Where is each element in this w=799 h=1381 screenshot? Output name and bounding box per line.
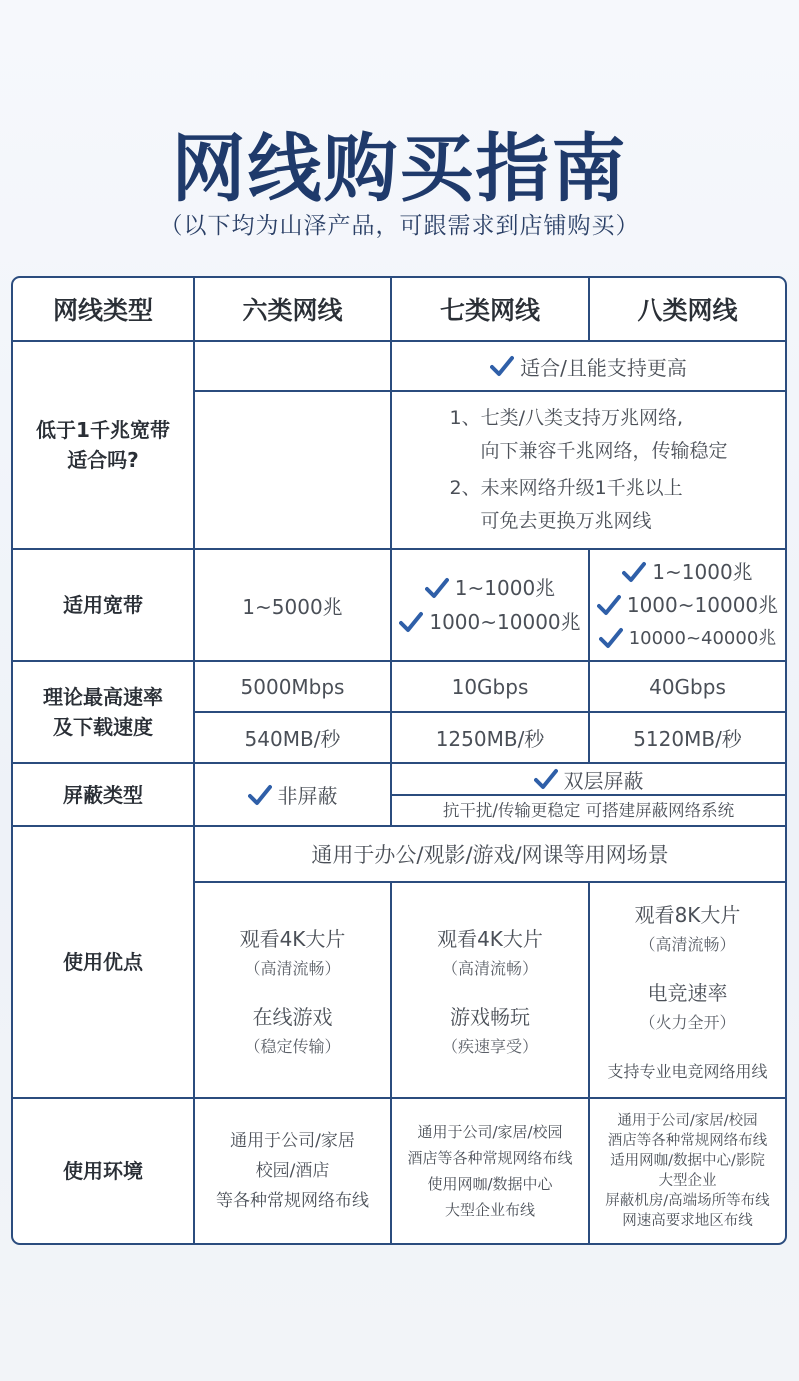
env-cat6-line: 等各种常规网络布线 bbox=[216, 1191, 369, 1211]
check-icon bbox=[597, 594, 621, 616]
env-cat7-line: 大型企业布线 bbox=[444, 1201, 535, 1219]
gigabit-notes-cell bbox=[392, 392, 785, 548]
advantage-cat8-c: 支持专业电竞网络用线 bbox=[607, 1062, 768, 1081]
row-label-gigabit-line2: 适合吗? bbox=[67, 448, 139, 472]
download-cat7 bbox=[392, 713, 588, 762]
gigabit-note1-line1: 1、七类/八类支持万兆网络, bbox=[449, 407, 684, 429]
gigabit-note2-line2: 可免去更换万兆网线 bbox=[480, 510, 652, 532]
rate-cat8-text: 40Gbps bbox=[649, 674, 726, 699]
rate-cat8 bbox=[590, 662, 785, 711]
header-cat8 bbox=[590, 278, 785, 340]
env-cat7-line: 酒店等各种常规网络布线 bbox=[407, 1149, 573, 1167]
page-subtitle: （以下均为山泽产品，可跟需求到店铺购买） bbox=[159, 213, 640, 239]
download-cat8 bbox=[590, 713, 785, 762]
bandwidth-cat8-item: 1000~10000兆 bbox=[626, 592, 779, 617]
check-icon bbox=[490, 355, 514, 377]
shield-cat78-text: 双层屏蔽 bbox=[563, 768, 644, 793]
row-label-env bbox=[13, 1099, 193, 1243]
page-title: 网线购买指南 bbox=[171, 126, 628, 212]
bandwidth-cat8 bbox=[590, 550, 785, 660]
rate-cat7 bbox=[392, 662, 588, 711]
row-label-advantage bbox=[13, 827, 193, 1097]
env-cat6-line: 校园/酒店 bbox=[255, 1161, 330, 1181]
header-cat7-label: 七类网线 bbox=[439, 296, 540, 325]
check-icon bbox=[248, 784, 272, 806]
row-label-gigabit bbox=[13, 342, 193, 548]
env-cat7 bbox=[392, 1099, 588, 1243]
shield-cat78 bbox=[392, 764, 785, 794]
download-cat7-text: 1250MB/秒 bbox=[435, 727, 545, 751]
comparison-table bbox=[11, 276, 787, 1245]
shield-cat6-text: 非屏蔽 bbox=[277, 784, 338, 808]
row-label-speed-line1: 理论最高速率 bbox=[43, 685, 163, 709]
advantage-cat8-b: 电竞速率 bbox=[647, 981, 728, 1005]
check-icon bbox=[599, 627, 623, 649]
advantage-cat7-b-sub: （疾速享受） bbox=[441, 1037, 538, 1056]
env-cat8-line: 通用于公司/家居/校园 bbox=[617, 1113, 758, 1129]
row-label-speed bbox=[13, 662, 193, 762]
gigabit-note2-line1: 2、未来网络升级1千兆以上 bbox=[449, 477, 683, 499]
check-icon bbox=[425, 577, 449, 599]
env-cat7-line: 使用网咖/数据中心 bbox=[427, 1175, 553, 1193]
header-type bbox=[13, 278, 193, 340]
bandwidth-cat7 bbox=[392, 550, 588, 660]
env-cat6-line: 通用于公司/家居 bbox=[230, 1131, 355, 1151]
gigabit-notes bbox=[449, 402, 727, 538]
row-label-bandwidth bbox=[13, 550, 193, 660]
env-cat8-line: 网速高要求地区布线 bbox=[622, 1213, 753, 1229]
header-cat6-label: 六类网线 bbox=[242, 296, 343, 325]
advantage-cat6 bbox=[195, 883, 390, 1097]
advantage-cat7-b: 游戏畅玩 bbox=[450, 1005, 530, 1029]
shield-cat78-note-text: 抗干扰/传输更稳定 可搭建屏蔽网络系统 bbox=[442, 801, 735, 820]
advantage-cat8 bbox=[590, 883, 785, 1097]
advantage-cat8-a-sub: （高清流畅） bbox=[639, 935, 736, 954]
advantage-cat6-b-sub: （稳定传输） bbox=[244, 1037, 341, 1056]
row-label-bandwidth-text: 适用宽带 bbox=[63, 593, 143, 617]
rate-cat6 bbox=[195, 662, 390, 711]
advantage-cat7-a: 观看4K大片 bbox=[437, 927, 543, 951]
advantage-cat7 bbox=[392, 883, 588, 1097]
row-label-speed-line2: 及下载速度 bbox=[53, 715, 153, 739]
row-label-env-text: 使用环境 bbox=[63, 1159, 143, 1183]
advantage-cat6-b: 在线游戏 bbox=[252, 1005, 333, 1029]
env-cat8-line: 大型企业 bbox=[658, 1173, 717, 1189]
bandwidth-cat6-text: 1~5000兆 bbox=[242, 594, 343, 619]
check-icon bbox=[399, 611, 423, 633]
env-cat8 bbox=[590, 1099, 785, 1243]
advantage-cat7-a-sub: （高清流畅） bbox=[441, 959, 538, 978]
download-cat6 bbox=[195, 713, 390, 762]
env-cat8-line: 酒店等各种常规网络布线 bbox=[607, 1133, 768, 1149]
bandwidth-cat8-item: 1~1000兆 bbox=[652, 559, 753, 584]
env-cat8-line: 适用网咖/数据中心/影院 bbox=[610, 1153, 765, 1169]
advantage-cat6-a-sub: （高清流畅） bbox=[244, 959, 341, 978]
download-cat6-text: 540MB/秒 bbox=[244, 727, 341, 751]
rate-cat6-text: 5000Mbps bbox=[240, 674, 345, 699]
row-label-gigabit-line1: 低于1千兆宽带 bbox=[36, 418, 170, 442]
row-label-shield bbox=[13, 764, 193, 825]
shield-cat78-note bbox=[392, 796, 785, 825]
env-cat8-line: 屏蔽机房/高端场所等布线 bbox=[605, 1193, 770, 1209]
check-icon bbox=[622, 561, 646, 583]
advantage-cat6-a: 观看4K大片 bbox=[239, 927, 346, 951]
row-label-advantage-text: 使用优点 bbox=[63, 950, 143, 974]
advantage-common bbox=[195, 827, 785, 881]
header-type-label: 网线类型 bbox=[52, 296, 153, 325]
download-cat8-text: 5120MB/秒 bbox=[633, 727, 742, 751]
shield-cat6 bbox=[195, 764, 390, 825]
header-cat8-label: 八类网线 bbox=[637, 296, 738, 325]
gigabit-suitable-text: 适合/且能支持更高 bbox=[520, 355, 687, 380]
bandwidth-cat7-item: 1~1000兆 bbox=[454, 576, 556, 600]
env-cat6 bbox=[195, 1099, 390, 1243]
advantage-cat8-a: 观看8K大片 bbox=[634, 903, 741, 927]
bandwidth-cat8-item: 10000~40000兆 bbox=[628, 627, 777, 649]
check-icon bbox=[534, 768, 558, 790]
advantage-cat8-b-sub: （火力全开） bbox=[639, 1013, 736, 1032]
header-cat6 bbox=[195, 278, 390, 340]
header-cat7 bbox=[392, 278, 588, 340]
rate-cat7-text: 10Gbps bbox=[451, 674, 529, 699]
gigabit-note1-line2: 向下兼容千兆网络，传输稳定 bbox=[480, 440, 728, 462]
bandwidth-cat6 bbox=[195, 550, 390, 660]
row-label-shield-text: 屏蔽类型 bbox=[63, 782, 143, 807]
gigabit-suitable-cell bbox=[392, 342, 785, 390]
advantage-common-text: 通用于办公/观影/游戏/网课等用网场景 bbox=[311, 843, 669, 867]
bandwidth-cat7-item: 1000~10000兆 bbox=[429, 610, 581, 634]
env-cat7-line: 通用于公司/家居/校园 bbox=[417, 1123, 563, 1141]
